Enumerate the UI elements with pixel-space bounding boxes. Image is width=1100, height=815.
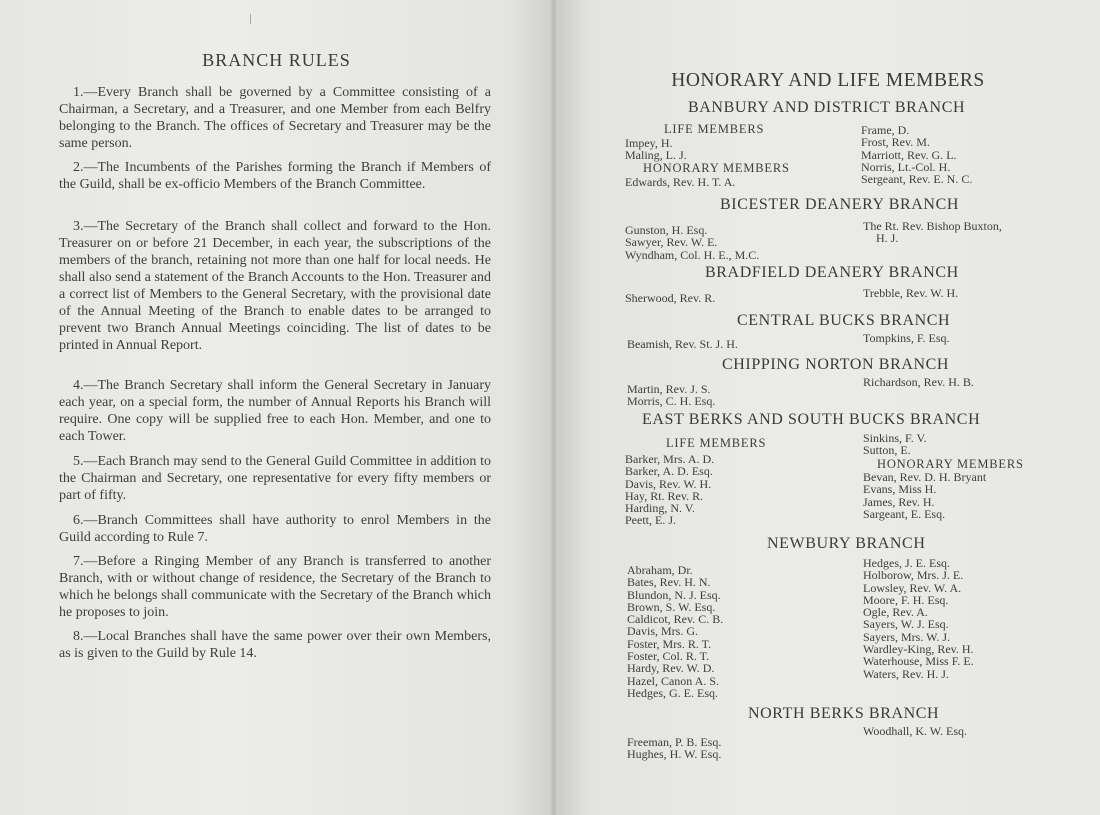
member-entry: Sargeant, E. Esq. [863, 506, 946, 521]
member-entry: H. J. [876, 231, 899, 246]
north-berks-left-list [627, 736, 721, 761]
member-entry: Foster, Mrs. R. T. [627, 636, 712, 651]
branch-title-chipping-norton: CHIPPING NORTON BRANCH [722, 356, 950, 373]
bicester-right-list [863, 220, 1002, 245]
member-entry: James, Rev. H. [863, 494, 935, 509]
member-entry: Sutton, E. [863, 443, 911, 458]
rule-text: —The Branch Secretary shall inform the General Secretary in January each year, on a special form, the number of Annual Reports his Branch will require. One copy will be supplied free to each Hon. Member, and one to each Tower. [59, 378, 491, 444]
rule-5 [59, 453, 491, 504]
rule-number: 5. [73, 454, 84, 469]
member-entry: Lowsley, Rev. W. A. [863, 580, 962, 595]
member-entry: Waterhouse, Miss F. E. [863, 654, 974, 669]
branch-title-north-berks: NORTH BERKS BRANCH [748, 705, 940, 722]
rule-text: —Each Branch may send to the General Guild Committee in addition to the Chairman and Secretary, one representative for every fifty members or part of fifty. [59, 454, 491, 503]
central-bucks-left-list [627, 338, 738, 350]
newbury-left-list [627, 564, 723, 699]
member-entry: Peett, E. J. [625, 513, 676, 528]
member-entry: Waters, Rev. H. J. [863, 666, 949, 681]
rule-number: 7. [73, 554, 84, 569]
member-entry: Evans, Miss H. [863, 482, 937, 497]
north-berks-right-list [863, 725, 967, 737]
member-entry: Gunston, H. Esq. [625, 223, 708, 237]
honorary-members-heading: HONORARY MEMBERS [877, 457, 1024, 471]
member-entry: Beamish, Rev. St. J. H. [627, 337, 738, 351]
member-entry: Hay, Rt. Rev. R. [625, 488, 704, 503]
honorary-life-members-title: HONORARY AND LIFE MEMBERS [671, 70, 985, 91]
rule-number: 8. [73, 629, 84, 644]
member-entry: Tompkins, F. Esq. [863, 331, 950, 345]
rule-text: —Local Branches shall have the same power over their own Members, as is given to the Guild by Rule 14. [59, 629, 491, 661]
member-entry: Sayers, W. J. Esq. [863, 617, 949, 632]
honorary-members-heading: HONORARY MEMBERS [643, 161, 790, 175]
member-entry: Frame, D. [861, 123, 910, 137]
east-berks-right-bottom-list [863, 471, 986, 520]
central-bucks-right-list [863, 332, 950, 344]
book-gutter [550, 0, 558, 815]
rule-2 [59, 159, 491, 193]
member-entry: Caldicot, Rev. C. B. [627, 612, 724, 627]
member-entry: Marriott, Rev. G. L. [861, 147, 957, 162]
rule-6 [59, 512, 491, 546]
member-entry: Woodhall, K. W. Esq. [863, 724, 968, 738]
member-entry: Brown, S. W. Esq. [627, 599, 716, 614]
member-entry: Hardy, Rev. W. D. [627, 661, 715, 676]
branch-rules-title: BRANCH RULES [202, 50, 351, 70]
rule-number: 4. [73, 378, 84, 393]
rule-text: —The Incumbents of the Parishes forming the Branch if Members of the Guild, shall be ex-officio Members of the Branch Committee. [59, 160, 491, 192]
member-entry: Richardson, Rev. H. B. [863, 375, 974, 389]
member-entry: Ogle, Rev. A. [863, 605, 928, 620]
member-entry: Hazel, Canon A. S. [627, 673, 719, 688]
branch-title-central-bucks: CENTRAL BUCKS BRANCH [737, 312, 951, 329]
rule-number: 3. [73, 219, 84, 234]
member-entry: Holborow, Mrs. J. E. [863, 568, 964, 583]
rule-8 [59, 628, 491, 662]
rule-number: 6. [73, 513, 84, 528]
member-entry: Abraham, Dr. [627, 563, 693, 577]
chipping-norton-right-list [863, 376, 974, 388]
bradfield-left-list [625, 292, 715, 304]
bicester-left-list [625, 224, 759, 261]
member-entry: Martin, Rev. J. S. [627, 382, 711, 396]
rule-4 [59, 377, 491, 445]
member-entry: Moore, F. H. Esq. [863, 592, 949, 607]
east-berks-right-top-list [863, 432, 927, 457]
life-members-heading: LIFE MEMBERS [664, 122, 765, 136]
member-entry: Davis, Rev. W. H. [625, 476, 712, 491]
bradfield-right-list [863, 287, 958, 299]
rule-3 [59, 218, 491, 354]
member-entry: Sergeant, Rev. E. N. C. [861, 172, 973, 187]
member-entry: Harding, N. V. [625, 501, 695, 516]
member-entry: Maling, L. J. [625, 148, 687, 163]
rule-text: —The Secretary of the Branch shall collect and forward to the Hon. Treasurer on or before 21 December, in each year, the subscriptions of the members of the branch, retaining not more than one half for local needs. He shall also send a statement of the Branch Accounts to the Hon. Treasurer and a correct list of Members to the General Secretary, with the provisional date of the Annual Meeting of the Branch to enable dates to be arranged to prevent two Branch Annual Meetings coinciding. The list of dates to be printed in Annual Report. [59, 219, 491, 353]
member-entry: Impey, H. [625, 136, 673, 150]
member-entry: Sayers, Mrs. W. J. [863, 629, 951, 644]
rule-text: —Before a Ringing Member of any Branch is transferred to another Branch, with or without change of residence, the Secretary of the Branch to which he belongs shall communicate with the Secretary of the Branch which he proposes to join. [59, 554, 491, 620]
member-entry: Wardley-King, Rev. H. [863, 642, 974, 657]
member-entry: Foster, Col. R. T. [627, 649, 710, 664]
member-entry: Barker, Mrs. A. D. [625, 452, 715, 466]
member-entry: Trebble, Rev. W. H. [863, 286, 959, 300]
newbury-right-list [863, 557, 974, 680]
rule-1 [59, 84, 491, 152]
member-entry: Frost, Rev. M. [861, 135, 930, 150]
member-entry: The Rt. Rev. Bishop Buxton, [863, 219, 1002, 233]
member-entry: Norris, Lt.-Col. H. [861, 159, 951, 174]
member-entry: Bates, Rev. H. N. [627, 575, 711, 590]
east-berks-left-list [625, 453, 714, 527]
banbury-right-list [861, 124, 972, 185]
member-entry: Barker, A. D. Esq. [625, 464, 713, 479]
branch-title-east-berks: EAST BERKS AND SOUTH BUCKS BRANCH [642, 411, 981, 428]
chipping-norton-left-list [627, 383, 715, 408]
rule-text: —Every Branch shall be governed by a Committee consisting of a Chairman, a Secretary, and a Treasurer, and one Member from each Belfry belonging to the Branch. The offices of Secretary and Treasurer may be the same person. [59, 85, 491, 151]
member-entry: Sinkins, F. V. [863, 431, 927, 445]
rule-number: 1. [73, 85, 84, 100]
member-entry: Morris, C. H. Esq. [627, 394, 716, 409]
member-entry: Blundon, N. J. Esq. [627, 587, 721, 602]
member-entry: Sherwood, Rev. R. [625, 291, 716, 305]
branch-title-banbury: BANBURY AND DISTRICT BRANCH [688, 99, 966, 116]
member-entry: Sawyer, Rev. W. E. [625, 235, 718, 250]
rule-number: 2. [73, 160, 84, 175]
member-entry: Freeman, P. B. Esq. [627, 735, 722, 749]
member-entry: Hedges, G. E. Esq. [627, 685, 718, 700]
banbury-life-list [625, 137, 687, 162]
page-mark [250, 14, 251, 24]
member-entry: Hedges, J. E. Esq. [863, 556, 950, 570]
member-entry: Wyndham, Col. H. E., M.C. [625, 247, 760, 262]
life-members-heading: LIFE MEMBERS [666, 436, 767, 450]
branch-title-newbury: NEWBURY BRANCH [767, 535, 926, 552]
branch-title-bradfield: BRADFIELD DEANERY BRANCH [705, 264, 959, 281]
rule-7 [59, 553, 491, 621]
banbury-honorary-list [625, 176, 735, 188]
member-entry: Bevan, Rev. D. H. Bryant [863, 470, 987, 484]
member-entry: Edwards, Rev. H. T. A. [625, 175, 736, 189]
member-entry: Hughes, H. W. Esq. [627, 747, 722, 762]
branch-title-bicester: BICESTER DEANERY BRANCH [720, 196, 960, 213]
member-entry: Davis, Mrs. G. [627, 624, 698, 639]
rule-text: —Branch Committees shall have authority to enrol Members in the Guild according to Rule 7. [59, 513, 491, 545]
